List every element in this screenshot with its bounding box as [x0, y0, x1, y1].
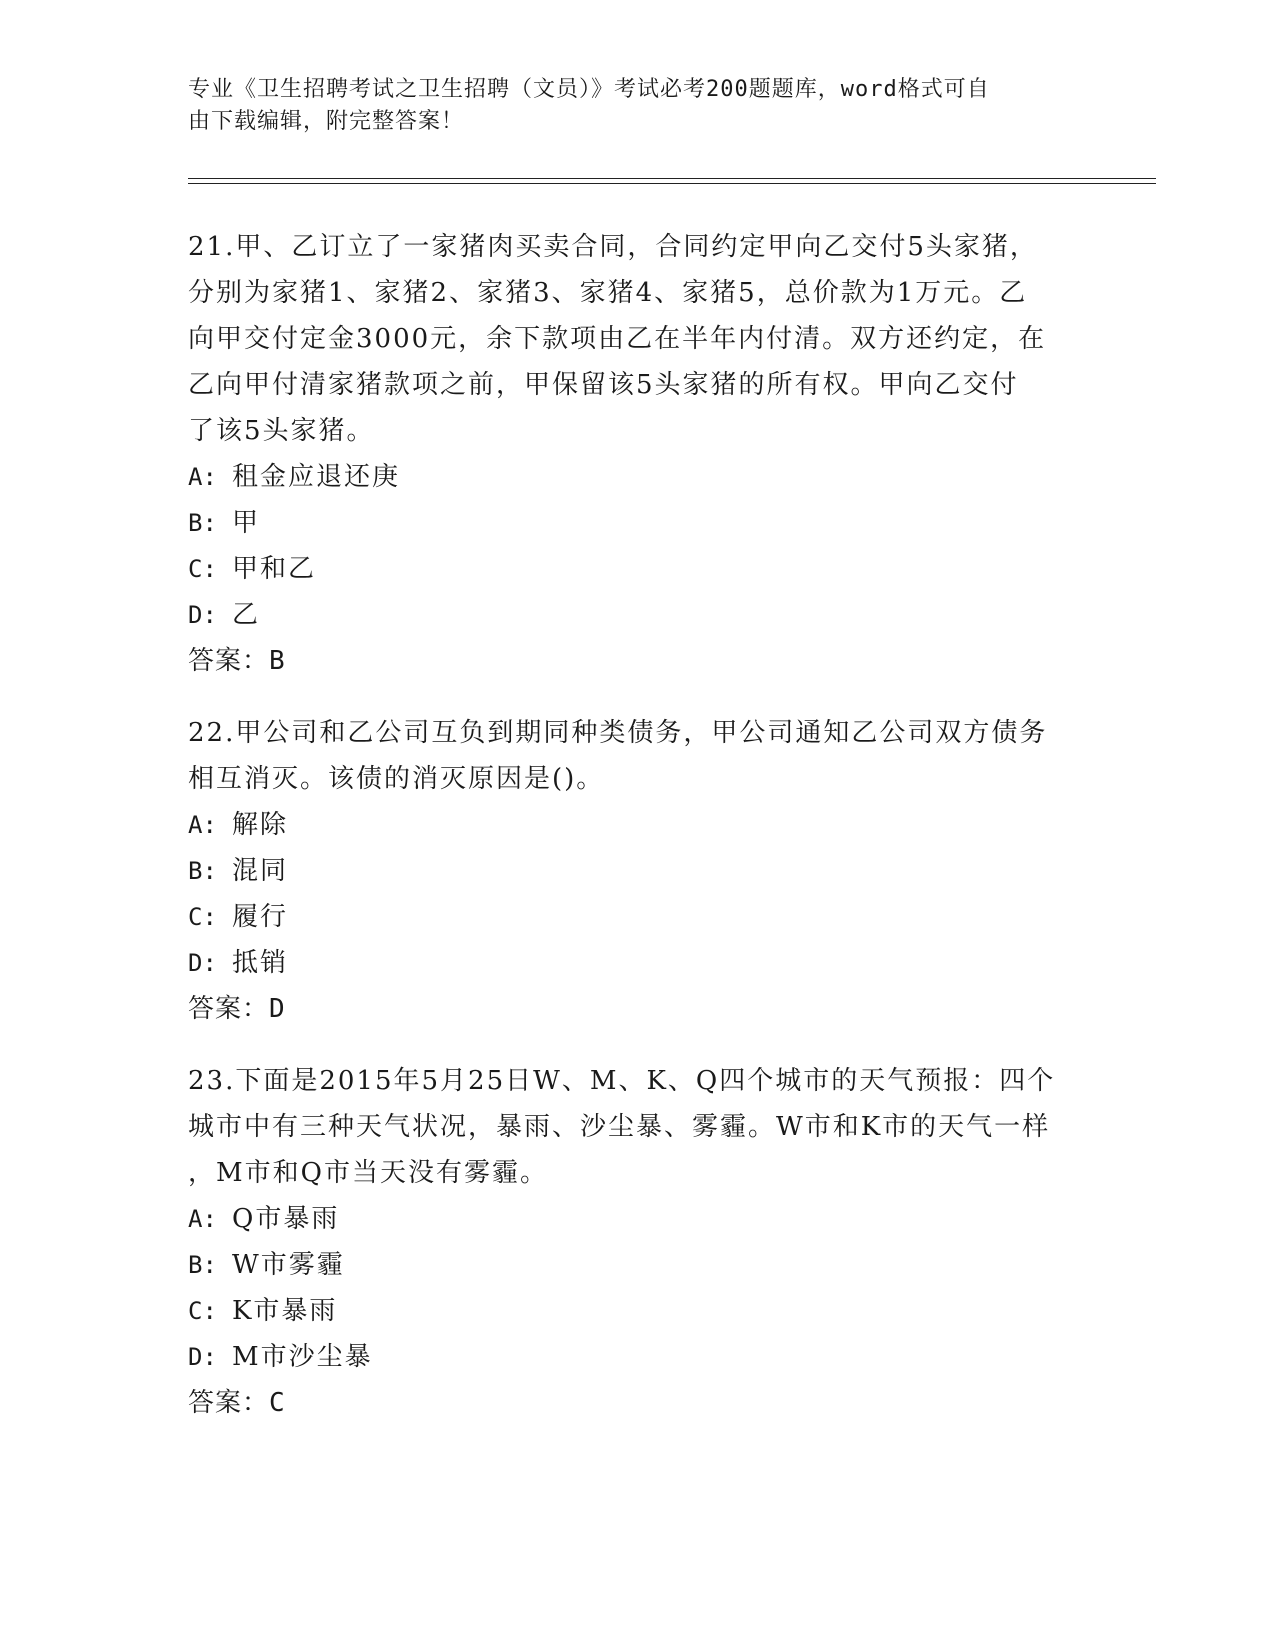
- question-21: [188, 224, 1088, 684]
- option-letter: A:: [188, 811, 217, 839]
- option-c: [188, 546, 1088, 592]
- question-stem-line: 城市中有三种天气状况，暴雨、沙尘暴、雾霾。W市和K市的天气一样: [188, 1112, 1051, 1142]
- header-line-2: 由下载编辑，附完整答案！: [188, 109, 465, 134]
- document-header: [188, 74, 1088, 138]
- option-letter: A:: [188, 1205, 217, 1233]
- question-stem-line: 21.甲、乙订立了一家猪肉买卖合同，合同约定甲向乙交付5头家猪，: [188, 232, 1038, 262]
- option-c: [188, 1288, 1088, 1334]
- option-text: 混同: [232, 856, 289, 886]
- answer-value: D: [269, 994, 286, 1024]
- question-23: [188, 1058, 1088, 1426]
- option-text: 解除: [232, 810, 289, 840]
- option-c: [188, 894, 1088, 940]
- answer-label: 答案：: [188, 994, 270, 1024]
- option-text: 抵销: [232, 948, 289, 978]
- answer-label: 答案：: [188, 646, 270, 676]
- option-b: [188, 500, 1088, 546]
- option-text: 履行: [232, 902, 289, 932]
- option-text: Q市暴雨: [232, 1204, 340, 1234]
- option-letter: C:: [188, 903, 217, 931]
- option-letter: D:: [188, 949, 217, 977]
- option-letter: D:: [188, 601, 217, 629]
- question-22: [188, 710, 1088, 1032]
- option-b: [188, 1242, 1088, 1288]
- answer-line: [188, 638, 1088, 684]
- option-d: [188, 940, 1088, 986]
- answer-value: C: [269, 1388, 286, 1418]
- question-stem-line: 22.甲公司和乙公司互负到期同种类债务，甲公司通知乙公司双方债务: [188, 718, 1048, 748]
- option-a: [188, 1196, 1088, 1242]
- option-text: M市沙尘暴: [232, 1342, 373, 1372]
- option-text: 乙: [232, 600, 261, 630]
- option-letter: C:: [188, 1297, 217, 1325]
- question-stem-line: 向甲交付定金3000元，余下款项由乙在半年内付清。双方还约定，在: [188, 324, 1047, 354]
- question-stem-line: 乙向甲付清家猪款项之前，甲保留该5头家猪的所有权。甲向乙交付: [188, 370, 1019, 400]
- question-stem-line: 23.下面是2015年5月25日W、M、K、Q四个城市的天气预报：四个: [188, 1066, 1056, 1096]
- question-stem-line: 分别为家猪1、家猪2、家猪3、家猪4、家猪5，总价款为1万元。乙: [188, 278, 1028, 308]
- option-letter: B:: [188, 857, 217, 885]
- question-stem-line: ，M市和Q市当天没有雾霾。: [188, 1158, 548, 1188]
- option-letter: C:: [188, 555, 217, 583]
- option-b: [188, 848, 1088, 894]
- option-text: 甲和乙: [232, 554, 317, 584]
- question-stem-line: 相互消灭。该债的消灭原因是()。: [188, 764, 605, 794]
- option-d: [188, 1334, 1088, 1380]
- header-divider-bottom: [188, 183, 1156, 184]
- option-text: 租金应退还庚: [232, 462, 401, 492]
- option-a: [188, 802, 1088, 848]
- header-line-1: 专业《卫生招聘考试之卫生招聘（文员）》考试必考200题题库，word格式可自: [188, 77, 990, 102]
- option-text: W市雾霾: [232, 1250, 345, 1280]
- option-letter: B:: [188, 1251, 217, 1279]
- option-letter: B:: [188, 509, 217, 537]
- option-a: [188, 454, 1088, 500]
- question-stem-line: 了该5头家猪。: [188, 416, 375, 446]
- header-divider-top: [188, 178, 1156, 179]
- option-text: 甲: [232, 508, 261, 538]
- answer-line: [188, 1380, 1088, 1426]
- option-letter: A:: [188, 463, 217, 491]
- answer-line: [188, 986, 1088, 1032]
- option-letter: D:: [188, 1343, 217, 1371]
- option-text: K市暴雨: [232, 1296, 338, 1326]
- answer-value: B: [269, 646, 286, 676]
- option-d: [188, 592, 1088, 638]
- answer-label: 答案：: [188, 1388, 270, 1418]
